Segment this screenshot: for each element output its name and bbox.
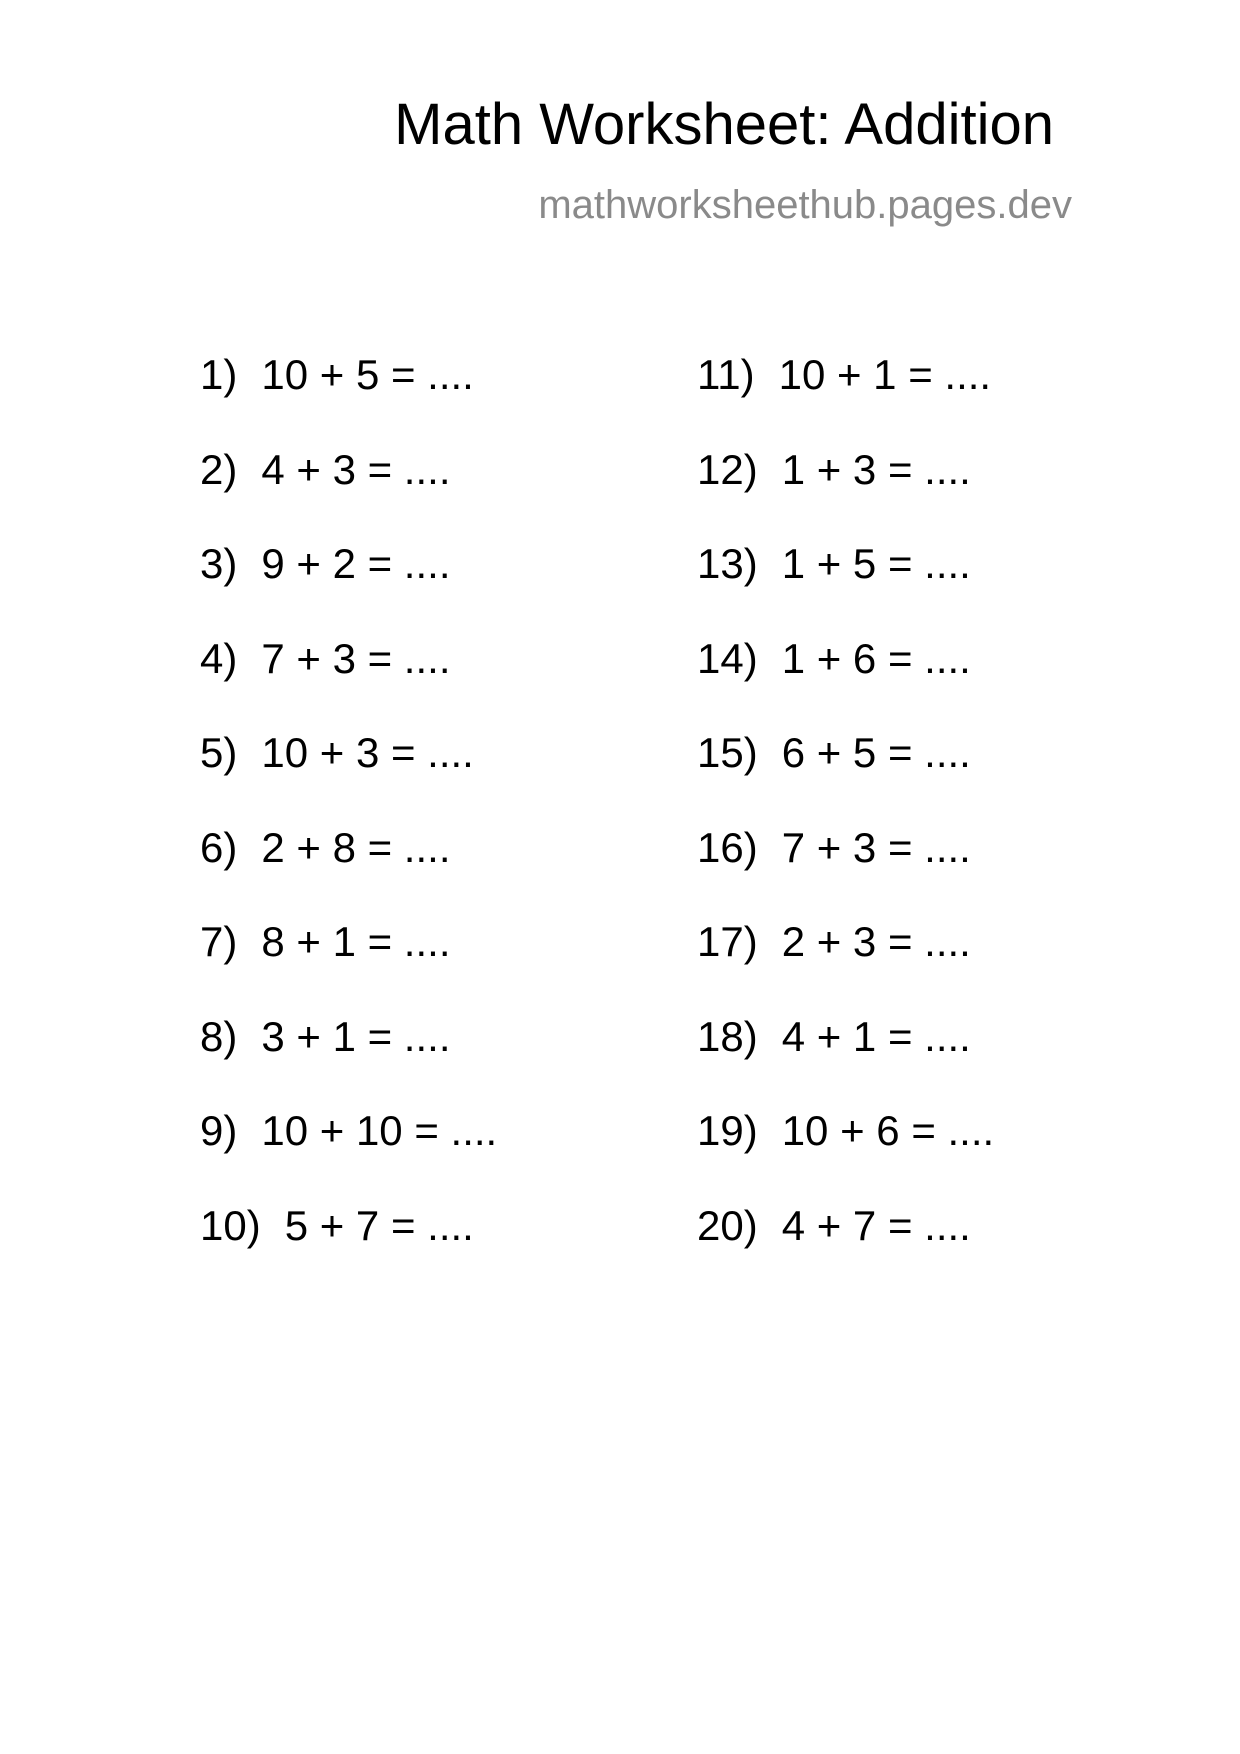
problem-expression: 8 + 1 = .... (261, 918, 451, 965)
problem-number: 2) (200, 445, 238, 493)
problem-expression: 10 + 5 = .... (261, 351, 474, 398)
problem-item (200, 1107, 498, 1154)
problem-expression: 2 + 3 = .... (781, 918, 971, 965)
problem-item (697, 1107, 995, 1154)
problem-expression: 7 + 3 = .... (781, 823, 971, 871)
problem-item (697, 1201, 971, 1249)
problem-expression: 1 + 6 = .... (781, 634, 971, 682)
problem-item (200, 918, 451, 965)
problem-number: 5) (200, 729, 238, 776)
problem-item (697, 1012, 971, 1060)
site-url: mathworksheethub.pages.dev (538, 183, 1072, 227)
problem-number: 6) (200, 823, 238, 871)
problem-expression: 1 + 3 = .... (781, 445, 971, 493)
problem-item (697, 540, 971, 587)
problem-number: 8) (200, 1012, 238, 1060)
problem-item (200, 1012, 451, 1060)
problem-number: 12) (697, 445, 758, 493)
page-title: Math Worksheet: Addition (394, 92, 1054, 157)
problem-number: 15) (697, 729, 758, 776)
problem-item (697, 918, 971, 965)
problem-number: 14) (697, 634, 758, 682)
problem-item (697, 351, 992, 398)
problem-item (200, 1201, 474, 1249)
problem-expression: 10 + 3 = .... (261, 729, 474, 776)
problem-number: 10) (200, 1201, 261, 1249)
problem-item (200, 445, 451, 493)
problem-number: 17) (697, 918, 758, 965)
problem-item (697, 729, 971, 776)
problem-number: 4) (200, 634, 238, 682)
problem-expression: 10 + 6 = .... (781, 1107, 995, 1154)
problem-number: 1) (200, 351, 238, 398)
problem-expression: 7 + 3 = .... (261, 634, 451, 682)
problem-number: 16) (697, 823, 758, 871)
problem-item (200, 634, 451, 682)
problem-expression: 10 + 10 = .... (261, 1107, 498, 1154)
problem-expression: 4 + 1 = .... (781, 1012, 971, 1060)
problem-expression: 10 + 1 = .... (778, 351, 992, 398)
problem-number: 11) (697, 351, 755, 398)
problem-number: 20) (697, 1201, 758, 1249)
problem-expression: 9 + 2 = .... (261, 540, 451, 587)
problem-expression: 4 + 7 = .... (781, 1201, 971, 1249)
problem-number: 7) (200, 918, 238, 965)
problem-expression: 6 + 5 = .... (781, 729, 971, 776)
problem-number: 3) (200, 540, 238, 587)
problem-number: 18) (697, 1012, 758, 1060)
problem-expression: 3 + 1 = .... (261, 1012, 451, 1060)
problem-expression: 1 + 5 = .... (781, 540, 971, 587)
problem-number: 13) (697, 540, 758, 587)
problem-item (200, 729, 474, 776)
problem-expression: 2 + 8 = .... (261, 823, 451, 871)
problem-item (200, 351, 474, 398)
problem-number: 9) (200, 1107, 238, 1154)
problem-item (697, 823, 971, 871)
problem-item (200, 540, 451, 587)
problem-expression: 5 + 7 = .... (284, 1201, 474, 1249)
problem-item (697, 634, 971, 682)
problem-expression: 4 + 3 = .... (261, 445, 451, 493)
problem-number: 19) (697, 1107, 758, 1154)
problem-item (200, 823, 451, 871)
problem-item (697, 445, 971, 493)
